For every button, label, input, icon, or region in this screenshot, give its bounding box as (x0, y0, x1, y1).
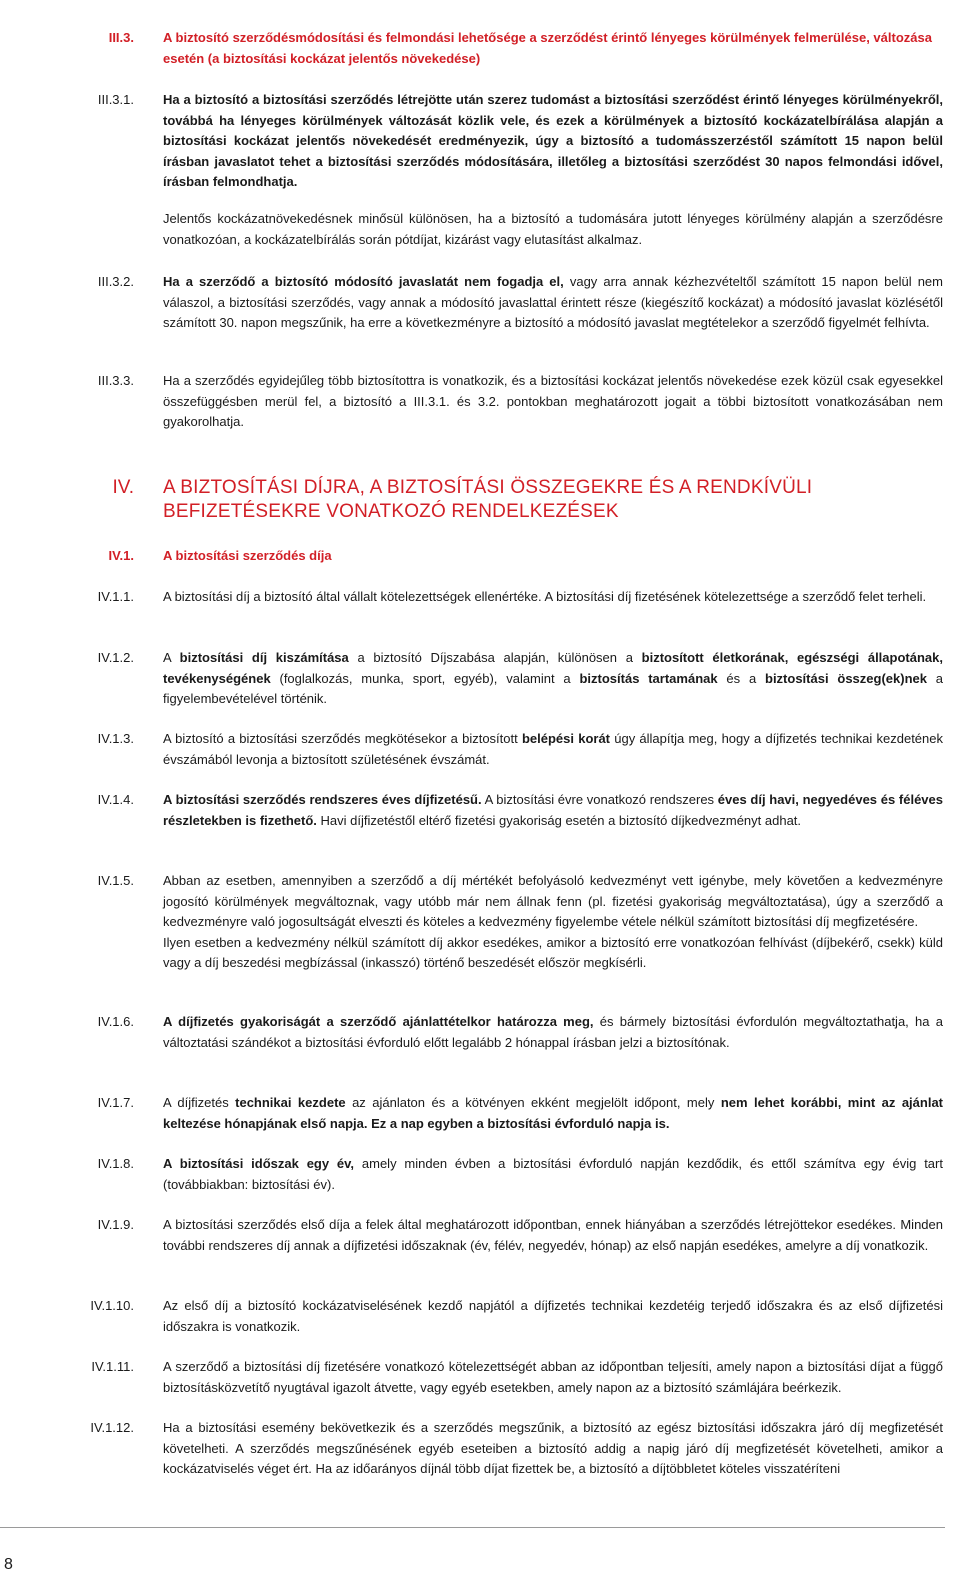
bold-text: biztosított életkorának, egészségi állapotának, tevékenységének (163, 650, 943, 686)
bold-text: A díjfizetés gyakoriságát a szerződő ajánlattételkor határozza meg, (163, 1014, 594, 1029)
paragraph (163, 648, 943, 710)
text: és a (717, 670, 765, 686)
paragraph (163, 871, 943, 974)
bold-text: biztosítási díj kiszámítása (179, 650, 349, 665)
section-number: IV.1.12. (90, 1420, 134, 1435)
paragraph: Jelentős kockázatnövekedésnek minősül különösen, ha a biztosító a tudomására jutott lényeges körülmény alapján a szerződésre vonatkozóan, a kockázatelbírálás során pótdíjat, kizárást vagy elutasítást alkalmaz. (163, 211, 943, 247)
section-number: III.3.3. (97, 373, 134, 388)
paragraph (163, 1012, 943, 1053)
text: a figyelembevételével történik. (163, 670, 944, 706)
bold-text: A biztosítási szerződés rendszeres éves díjfizetésű. (163, 792, 482, 807)
section-number: IV.1.2. (97, 650, 134, 665)
bold-text: nem lehet korábbi, mint az ajánlat keltezése hónapjának első napja. Ez a nap egyben a biztosítási évforduló napja is. (163, 1095, 944, 1131)
bold-text: belépési korát (521, 731, 611, 746)
paragraph: Ha a biztosító a biztosítási szerződés létrejötte után szerez tudomást a biztosítási szerződést érintő lényeges körülményekről, továbbá ha lényeges körülmények változását közlik vele, és ezek a körülmények a biztosító kockázatelbírálása alapján a biztosítási kockázat jelentős növekedését eredményezik, úgy a biztosító a tudomásszerzéstől számított 15 napon belül írásban javaslatot tehet a biztosítási szerződés módosítására, illetőleg a biztosítási szerződést 30 napos felmondási idővel, írásban felmondhatja. (163, 92, 943, 189)
section-number: III.3.2. (97, 274, 134, 289)
paragraph (163, 790, 943, 831)
text: az ajánlaton és a kötvényen ekként megjelölt időpont, mely (345, 1095, 721, 1110)
text: A (163, 650, 180, 665)
bold-text: A biztosítási időszak egy év, (163, 1156, 355, 1171)
paragraph: Ha a biztosítási esemény bekövetkezik és a szerződés megszűnik, a biztosító az egész biztosítási időszakra járó díj megfizetését követelheti. A szerződés megszűnésének egyéb eseteiben a biztosító addig a napig járó díj megfizetését követelheti, amikor a kockázatviselés véget ért. Ha az időarányos díjnál több díjat fizettek be, a biztosító a díjtöbbletet köteles visszatéríteni (163, 1420, 943, 1476)
text: (foglalkozás, munka, sport, egyéb), valamint a (270, 670, 580, 686)
bold-text: biztosítás tartamának (579, 670, 718, 686)
text: Abban az esetben, amennyiben a szerződő a díj mértékét befolyásoló kedvezményt vett igénybe, mely követően a kedvezményre jogosító körülmények megváltoznak, vagy utóbb már nem állnak fenn (pl. fizetési gyakoriság megváltoztatása), úgy a szerződő a kedvezményre való jogosultságát elveszti és köteles a kedvezmény figyelembe vétele nélkül számított biztosítási díj megfizetésére. (163, 873, 943, 929)
page-number: 8 (4, 1556, 13, 1573)
paragraph: A szerződő a biztosítási díj fizetésére vonatkozó kötelezettségét abban az időpontban teljesíti, amely napon a biztosítási díjat a függő biztosításközvetítő nyugtával igazolt átvette, vagy egyéb esetekben, amely napon az a biztosító számlájára beérkezik. (163, 1359, 943, 1395)
bold-text: technikai kezdete (235, 1095, 346, 1110)
section-heading: A biztosítási szerződés díja (163, 548, 332, 563)
section-number: IV.1.10. (90, 1298, 134, 1313)
section-heading: A biztosító szerződésmódosítási és felmondási lehetősége a szerződést érintő lényeges körülmények felmerülése, változása esetén (a biztosítási kockázat jelentős növekedése) (163, 30, 932, 66)
section-number: IV.1.1. (97, 589, 134, 604)
text: A biztosító a biztosítási szerződés megkötésekor a biztosított (163, 731, 522, 746)
bold-text: Ha a szerződő a biztosító módosító javaslatát nem fogadja el, (163, 274, 564, 289)
section-number: IV.1.6. (97, 1014, 134, 1029)
section-number: IV.1.11. (91, 1359, 134, 1374)
paragraph: Ha a szerződés egyidejűleg több biztosítottra is vonatkozik, és a biztosítási kockázat jelentős növekedése ezek közül csak egyesekkel összefüggésben merül fel, a biztosító a III.3.1. és 3.2. pontokban meghatározott jogait a többi biztosított vonatkozásában nem gyakorolhatja. (163, 373, 943, 429)
text: úgy állapítja meg, hogy a díjfizetés technikai kezdetének évszámából levonja a biztosított születésének évszámát. (163, 731, 943, 767)
section-number: IV.1. (108, 548, 134, 563)
bold-text: biztosítási összeg(ek)nek (765, 670, 927, 686)
text: A biztosítási évre vonatkozó rendszeres (481, 792, 718, 807)
chapter-number: IV. (112, 477, 134, 498)
section-number: IV.1.5. (97, 873, 134, 888)
section-number: III.3. (108, 30, 134, 45)
paragraph (163, 272, 943, 334)
text: Havi díjfizetéstől eltérő fizetési gyakoriság esetén a biztosító díjkedvezményt adhat. (316, 812, 802, 828)
paragraph (163, 729, 943, 770)
section-number: IV.1.8. (97, 1156, 134, 1171)
section-number: IV.1.9. (97, 1217, 134, 1232)
paragraph: A biztosítási szerződés első díja a felek által meghatározott időpontban, ennek hiányában a szerződés létrejöttekor esedékes. Minden további rendszeres díj annak a díjfizetési időszaknak (év, félév, negyedév, hónap) az első napján esedékes, amelyre a díj vonatkozik. (163, 1217, 943, 1253)
paragraph: A biztosítási díj a biztosító által vállalt kötelezettségek ellenértéke. A biztosítási díj fizetésének kötelezettsége a szerződő felet terheli. (163, 589, 927, 604)
paragraph: Az első díj a biztosító kockázatviselésének kezdő napjától a díjfizetés technikai kezdetéig terjedő időszakra és az első díjfizetési időszakra is vonatkozik. (163, 1298, 943, 1334)
section-number: IV.1.7. (97, 1095, 134, 1110)
text: amely minden évben a biztosítási évforduló napján kezdődik, és ettől számítva egy évig tart (továbbiakban: biztosítási év). (163, 1156, 943, 1192)
section-number: III.3.1. (97, 92, 134, 107)
text: a biztosító Díjszabása alapján, különösen a (348, 650, 642, 665)
bold-text: éves díj havi, negyedéves és féléves részletekben is fizethető. (163, 792, 943, 828)
paragraph (163, 1093, 943, 1134)
paragraph (163, 1154, 943, 1195)
chapter-heading: A BIZTOSÍTÁSI DÍJRA, A BIZTOSÍTÁSI ÖSSZEGEKRE ÉS A RENDKÍVÜLI BEFIZETÉSEKRE VONATKOZÓ RENDELKEZÉSEK (163, 477, 813, 522)
text: A díjfizetés (163, 1095, 236, 1110)
text: és bármely biztosítási évfordulón megváltoztathatja, ha a változtatási szándékot a biztosítási évforduló előtt legalább 2 hónappal írásban jelzi a biztosítónak. (163, 1014, 943, 1050)
section-number: IV.1.4. (97, 792, 134, 807)
text: vagy arra annak kézhezvételtől számított 15 napon belül nem válaszol, a biztosítási szerződés, vagy annak a módosító javaslattal érintett része (kiegészítő kockázat) a módosító javaslat közlésétől számított 30. napon megszűnik, ha erre a következményre a biztosító a módosító javaslat megtételekor a szerződő figyelmét felhívta. (163, 274, 943, 330)
footer-divider (0, 1527, 945, 1528)
text: Ilyen esetben a kedvezmény nélkül számított díj akkor esedékes, amikor a biztosító erre vonatkozóan felhívást (díjbekérő, csekk) küld vagy a díj beszedési megbízással (inkasszó) történő beszedését először megkísérli. (163, 934, 943, 970)
section-number: IV.1.3. (97, 731, 134, 746)
